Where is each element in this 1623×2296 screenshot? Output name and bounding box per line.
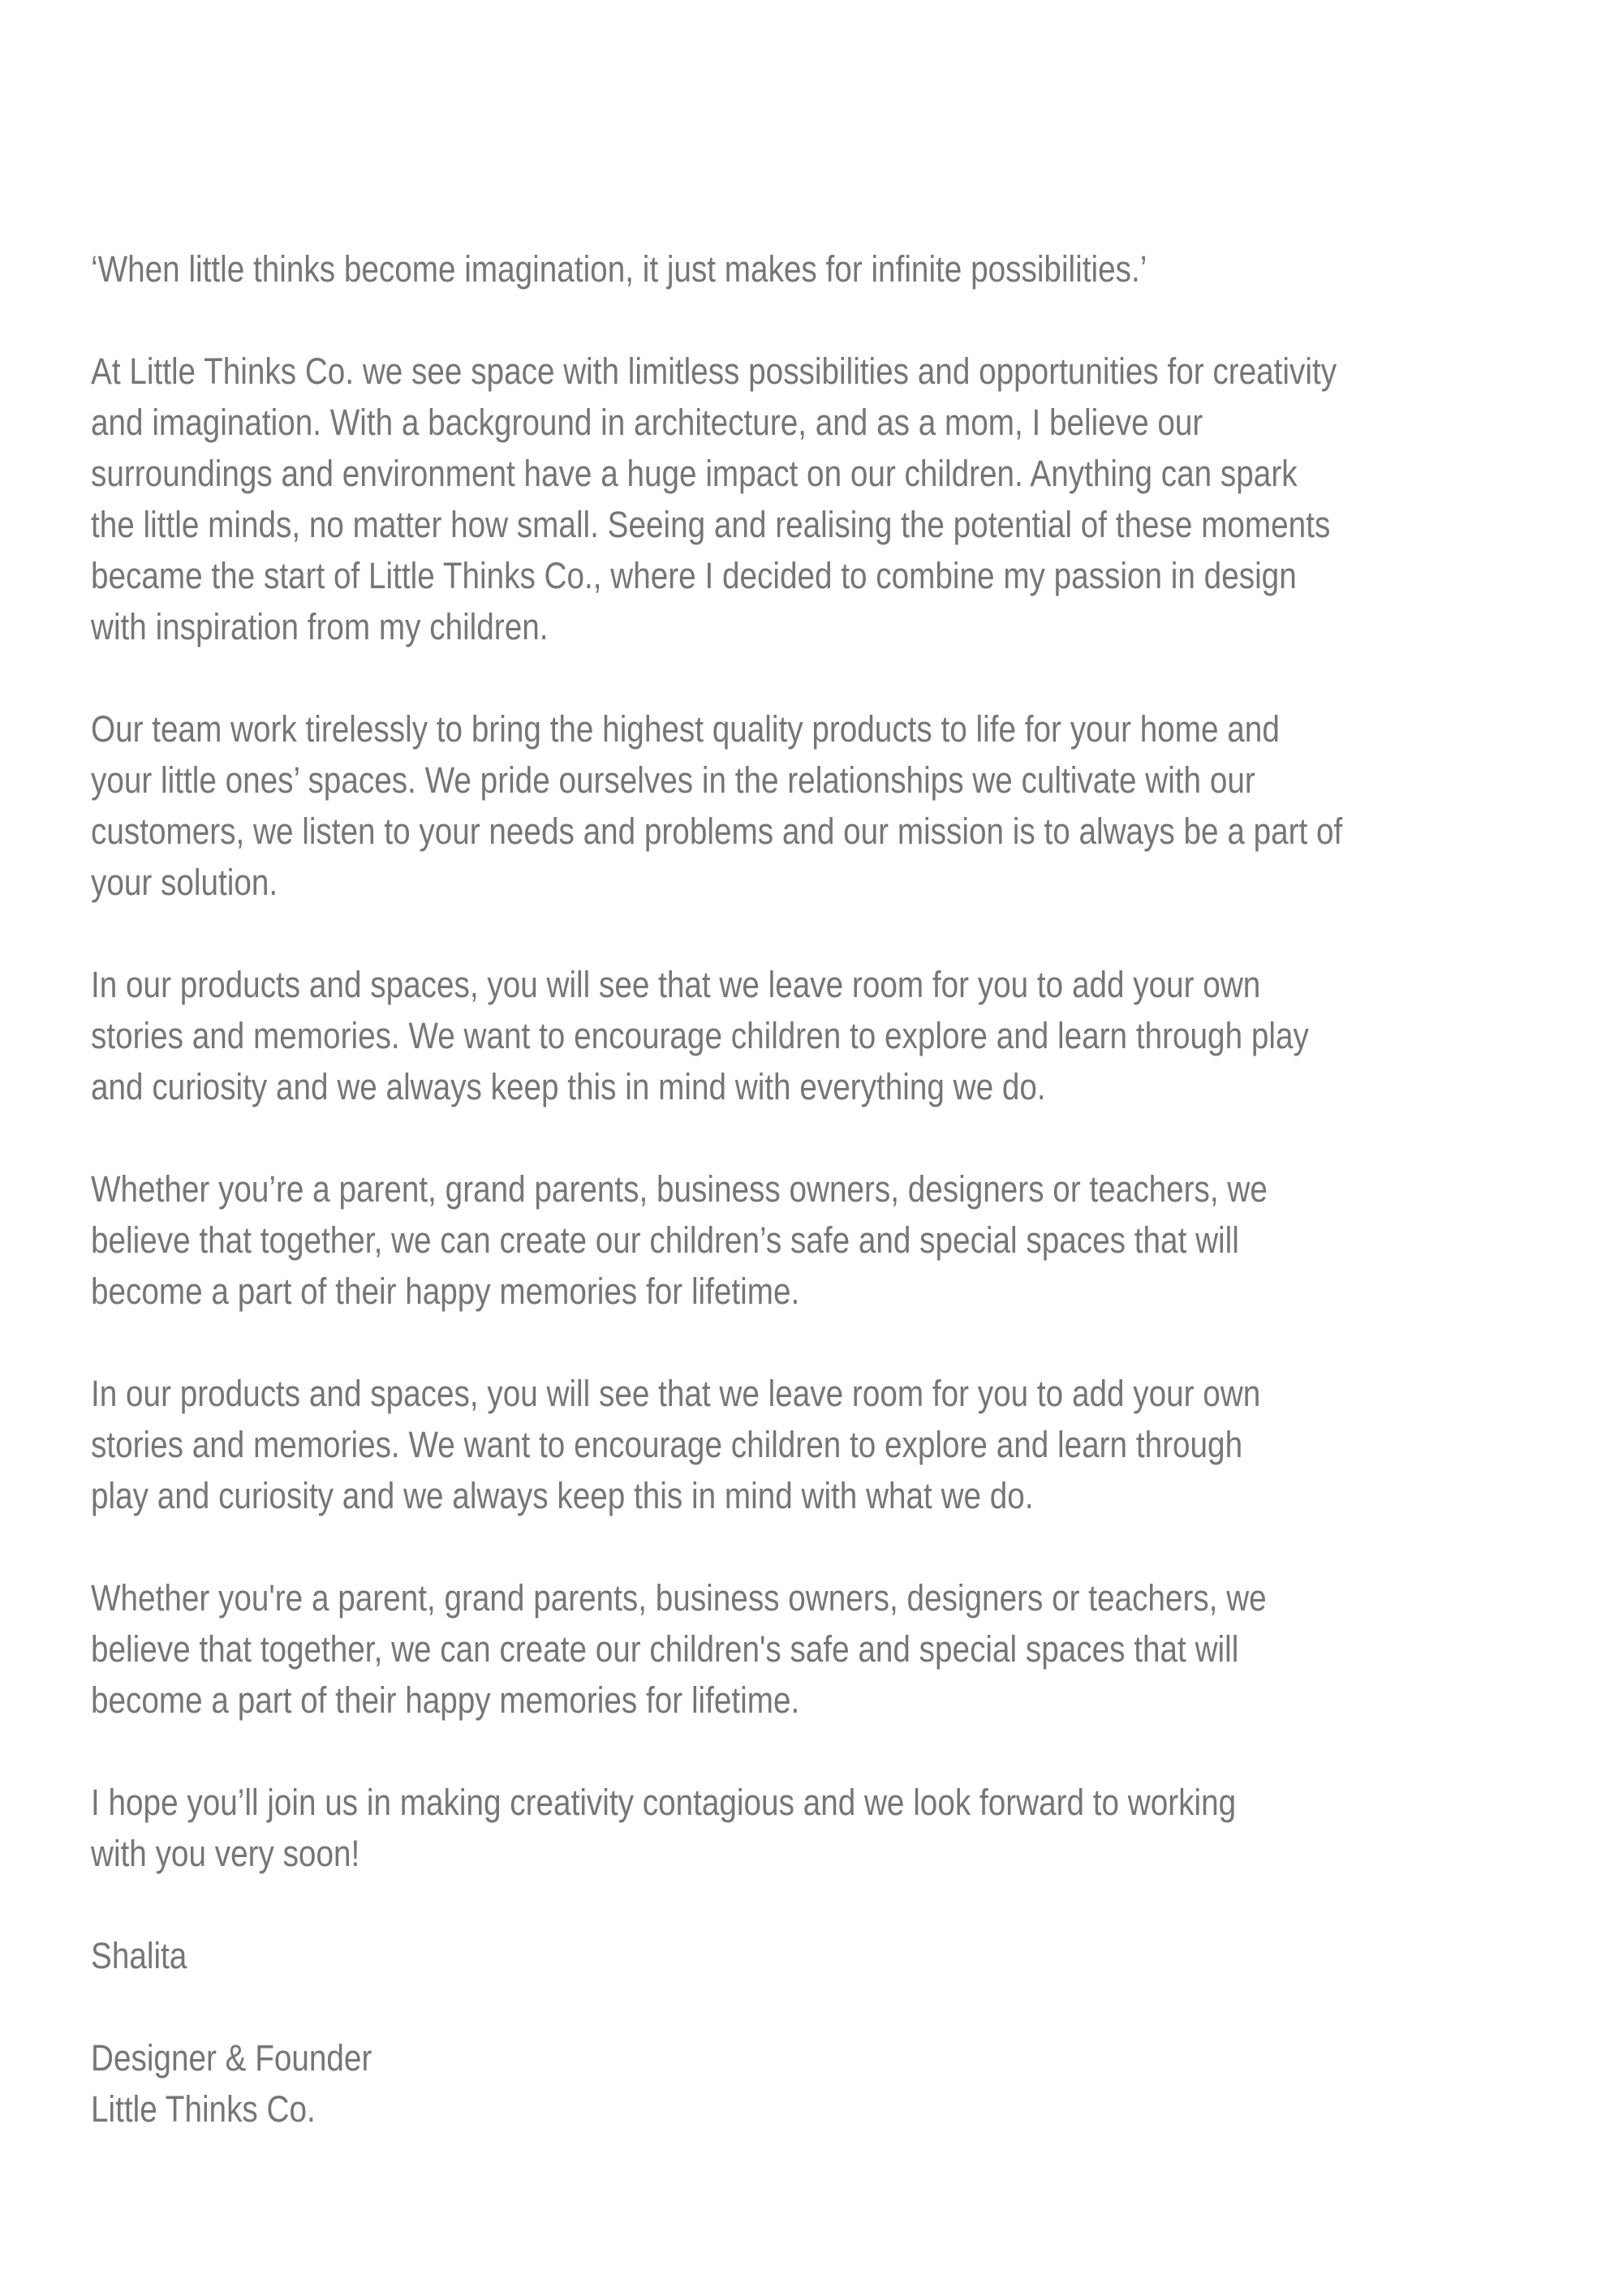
paragraph-line: your solution. [91,862,278,903]
paragraph-line: In our products and spaces, you will see that we leave room for you to add your own [91,1373,1261,1414]
signature-company: Little Thinks Co. [91,2088,316,2130]
paragraph-team [91,703,1361,908]
signature-block [91,2032,1361,2135]
paragraph-line: I hope you’ll join us in making creativity contagious and we look forward to working [91,1782,1237,1823]
letter-body [91,243,1361,2186]
paragraph-products-repeat [91,1368,1361,1521]
paragraph-line: In our products and spaces, you will see that we leave room for you to add your own [91,964,1261,1005]
paragraph-line: surroundings and environment have a huge impact on our children. Anything can spark [91,453,1298,494]
paragraph-line: your little ones’ spaces. We pride ourselves in the relationships we cultivate with our [91,759,1255,801]
paragraph-line: play and curiosity and we always keep this in mind with what we do. [91,1475,1034,1516]
paragraph-intro [91,346,1361,652]
paragraph-audience [91,1163,1361,1317]
paragraph-line: believe that together, we can create our children’s safe and special spaces that will [91,1219,1239,1261]
paragraph-line: customers, we listen to your needs and problems and our mission is to always be a part of [91,810,1343,852]
paragraph-line: believe that together, we can create our children's safe and special spaces that will [91,1628,1239,1670]
paragraph-closing [91,1777,1361,1879]
paragraph-products [91,959,1361,1112]
signature-name: Shalita [91,1935,187,1976]
paragraph-line: become a part of their happy memories for lifetime. [91,1271,800,1312]
paragraph-line: become a part of their happy memories for lifetime. [91,1679,800,1721]
paragraph-line: At Little Thinks Co. we see space with limitless possibilities and opportunities for creativity [91,350,1337,392]
paragraph-line: and imagination. With a background in architecture, and as a mom, I believe our [91,402,1203,443]
paragraph-line: and curiosity and we always keep this in mind with everything we do. [91,1066,1046,1107]
paragraph-line: Our team work tirelessly to bring the highest quality products to life for your home and [91,708,1280,750]
paragraph-line: the little minds, no matter how small. Seeing and realising the potential of these moments [91,504,1331,545]
signature-title: Designer & Founder [91,2037,372,2079]
paragraph-line: stories and memories. We want to encourage children to explore and learn through play [91,1015,1309,1056]
paragraph-line: with you very soon! [91,1833,360,1874]
paragraph-line: with inspiration from my children. [91,606,549,647]
paragraph-line: Whether you're a parent, grand parents, business owners, designers or teachers, we [91,1577,1267,1619]
paragraph-line: stories and memories. We want to encourage children to explore and learn through [91,1424,1243,1465]
paragraph-audience-repeat [91,1572,1361,1726]
paragraph-line: became the start of Little Thinks Co., where I decided to combine my passion in design [91,555,1297,596]
opening-quote: ‘When little thinks become imagination, it just makes for infinite possibilities.’ [91,248,1147,290]
paragraph-line: Whether you’re a parent, grand parents, business owners, designers or teachers, we [91,1168,1268,1210]
